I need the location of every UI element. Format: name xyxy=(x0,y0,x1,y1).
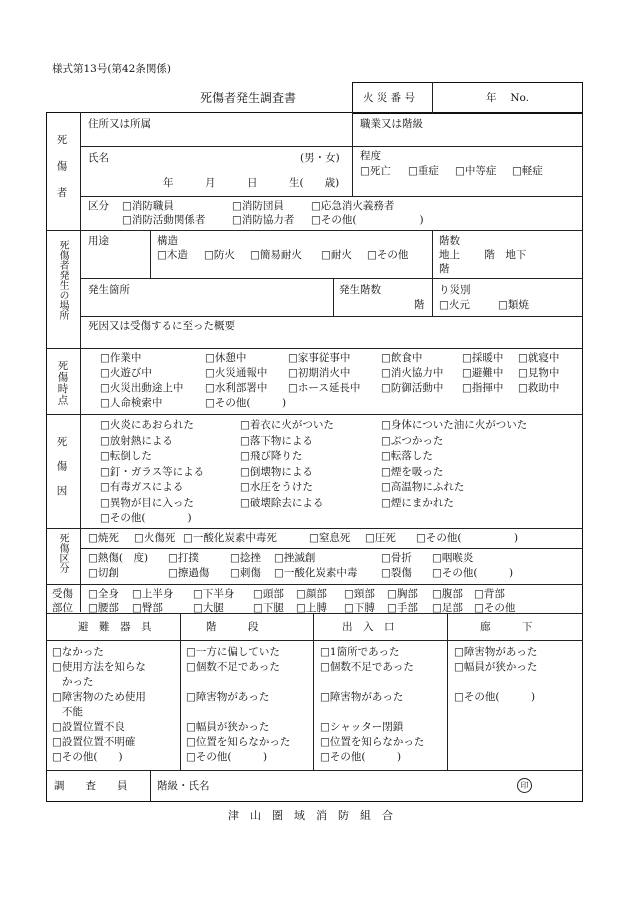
death-type-option: □窒息死 xyxy=(309,532,351,544)
fire-type-label: り災別 xyxy=(439,284,471,296)
body-part-option: □背部 xyxy=(474,588,505,600)
body-part-option: □上膊 xyxy=(296,602,327,614)
floors-label: 階数 xyxy=(439,235,460,247)
evac-tool-option: かった xyxy=(62,676,94,688)
body-part-option: □大腿 xyxy=(193,602,224,614)
exit-option: □障害物があった xyxy=(320,691,404,703)
injury-option: □咽喉炎 xyxy=(432,552,474,564)
timing-option: □防御活動中 xyxy=(381,382,444,394)
degree-moderate: □中等症 xyxy=(455,165,497,177)
fire-type-item: □火元 xyxy=(439,299,470,311)
cause-option: □有毒ガスによる xyxy=(100,481,184,493)
factor-header: 廊 下 xyxy=(480,621,533,633)
fire-type-item: □類焼 xyxy=(498,299,529,311)
factor-header: 階 段 xyxy=(206,621,259,633)
timing-option: □見物中 xyxy=(518,367,560,379)
injury-option: □捻挫 xyxy=(230,552,261,564)
structure-item: □簡易耐火 xyxy=(250,249,302,261)
body-part-option: □下半身 xyxy=(193,588,235,600)
injury-option: □骨折 xyxy=(381,552,412,564)
body-part-option: □全身 xyxy=(88,588,119,600)
cause-option: □落下物による xyxy=(240,434,313,447)
timing-option: □水利部署中 xyxy=(205,382,268,394)
cause-option: □身体についた油に火がついた xyxy=(381,419,528,431)
injury-option: □その他( ) xyxy=(432,567,514,579)
evac-tool-option: □設置位置不明確 xyxy=(52,736,136,748)
category-item: □消防協力者 xyxy=(232,214,295,226)
timing-option: □消火協力中 xyxy=(381,367,444,379)
structure-item: □耐火 xyxy=(321,249,352,261)
timing-option: □採暖中 xyxy=(462,352,504,364)
footer-org: 津 山 圏 域 消 防 組 合 xyxy=(228,809,393,822)
exit-option: □個数不足であった xyxy=(320,661,414,673)
timing-option: □休憩中 xyxy=(205,352,247,364)
body-part-option: □臀部 xyxy=(132,602,163,614)
body-part-option: □下腿 xyxy=(253,602,284,614)
cause-option: □高温物にふれた xyxy=(381,481,465,493)
victim-side-label: 死傷者 xyxy=(55,134,68,214)
timing-option: □火災出動途上中 xyxy=(100,382,184,394)
body-part-option: □腰部 xyxy=(88,602,119,614)
exit-option: □1箇所であった xyxy=(320,646,400,658)
evac-tool-option: □その他( ) xyxy=(52,751,123,763)
occupation-label: 職業又は階級 xyxy=(360,118,423,130)
category-item: □消防職員 xyxy=(122,200,174,212)
body-part-option: □胸部 xyxy=(387,588,418,600)
bodypart-side-2: 部位 xyxy=(52,602,73,614)
cause-option: □釘・ガラス等による xyxy=(100,465,205,478)
evac-tool-option: □障害物のため使用 xyxy=(52,691,146,703)
death-type-option: □その他( ) xyxy=(416,532,519,544)
cause-option: □飛び降りた xyxy=(240,450,303,462)
timing-option: □火災通報中 xyxy=(205,367,268,379)
death-type-option: □焼死 xyxy=(88,532,119,544)
cause-option: □水圧をうけた xyxy=(240,481,313,493)
timing-side-label: 死傷時点 xyxy=(56,360,69,406)
structure-item: □防火 xyxy=(204,249,235,261)
cause-option: □着衣に火がついた xyxy=(240,419,334,431)
body-part-option: □腹部 xyxy=(432,588,463,600)
degree-light: □軽症 xyxy=(512,165,543,177)
category-item: □消防活動関係者 xyxy=(122,214,206,226)
degree-death: □死亡 xyxy=(360,165,391,177)
cause-option: □転落した xyxy=(381,450,433,462)
body-part-option: □手部 xyxy=(387,602,418,614)
stairs-option: □その他( ) xyxy=(186,751,268,763)
timing-option: □飲食中 xyxy=(381,352,423,364)
injury-option: □擦過傷 xyxy=(168,567,210,579)
cause-option: □その他( ) xyxy=(100,512,192,524)
bodypart-side-1: 受傷 xyxy=(52,588,73,600)
factor-header: 避 難 器 具 xyxy=(78,621,152,633)
cause-option: □破壊除去による xyxy=(240,496,324,509)
timing-option: □就寝中 xyxy=(518,352,560,364)
cause-option: □火炎にあおられた xyxy=(100,419,194,431)
address-label: 住所又は所属 xyxy=(88,118,151,130)
injury-option: □裂傷 xyxy=(381,567,412,579)
injury-option: □切創 xyxy=(88,567,119,579)
evac-tool-option: □なかった xyxy=(52,646,104,658)
stairs-option: □幅員が狭かった xyxy=(186,721,270,733)
stairs-option: □一方に偏していた xyxy=(186,646,280,658)
body-part-option: □その他 xyxy=(474,602,516,614)
category-label: 区分 xyxy=(88,200,109,212)
cause-option: □煙を吸った xyxy=(381,465,444,478)
body-part-option: □頸部 xyxy=(344,588,375,600)
timing-option: □初期消火中 xyxy=(288,367,351,379)
cause-option: □放射熱による xyxy=(100,434,173,447)
floor-unit: 階 xyxy=(414,299,425,311)
usage-label: 用途 xyxy=(88,235,109,247)
timing-option: □火遊び中 xyxy=(100,367,152,379)
structure-label: 構造 xyxy=(157,235,178,247)
corridor-option: □幅員が狭かった xyxy=(454,661,538,673)
cause-summary-label: 死因又は受傷するに至った概要 xyxy=(88,320,235,332)
location-side-label: 死傷者発生の場所 xyxy=(57,240,68,320)
seal-mark: 印 xyxy=(517,778,532,793)
cause-option: □煙にまかれた xyxy=(381,496,454,509)
body-part-option: □頭部 xyxy=(253,588,284,600)
timing-option: □作業中 xyxy=(100,352,142,364)
degree-severe: □重症 xyxy=(408,165,439,177)
floor-label: 発生階数 xyxy=(339,284,381,296)
body-part-option: □足部 xyxy=(432,602,463,614)
body-part-option: □下膊 xyxy=(344,602,375,614)
corridor-option: □その他( ) xyxy=(454,691,536,703)
injury-option: □打撲 xyxy=(168,552,199,564)
injury-option: □刺傷 xyxy=(230,567,261,579)
degree-label: 程度 xyxy=(360,150,381,162)
cause-side-label: 死傷因 xyxy=(55,436,68,510)
timing-option: □家事従事中 xyxy=(288,352,351,364)
name-label: 氏名 xyxy=(88,152,109,164)
form-title: 死傷者発生調査書 xyxy=(200,91,297,105)
category-item: □応急消火義務者 xyxy=(311,200,395,212)
cause-option: □ぶつかった xyxy=(381,434,444,447)
body-part-option: □顔部 xyxy=(296,588,327,600)
cause-option: □転倒した xyxy=(100,450,152,462)
exit-option: □シャッター閉鎖 xyxy=(320,721,404,733)
evac-tool-option: □設置位置不良 xyxy=(52,721,125,733)
category-item: □消防団員 xyxy=(232,200,284,212)
timing-option: □その他( ) xyxy=(205,397,287,409)
timing-option: □避難中 xyxy=(462,367,504,379)
evac-tool-option: 不能 xyxy=(62,706,83,718)
floors-unit: 階 xyxy=(439,263,450,275)
timing-option: □ホース延長中 xyxy=(288,382,361,394)
gender: (男・女) xyxy=(300,152,340,164)
form-number: 様式第13号(第42条関係) xyxy=(52,63,171,75)
stairs-option: □個数不足であった xyxy=(186,661,280,673)
birth-date: 年 月 日 生( 歳) xyxy=(163,177,340,189)
structure-item: □その他 xyxy=(367,249,409,261)
type-side-label: 死傷区分 xyxy=(57,533,68,573)
evac-tool-option: □使用方法を知らな xyxy=(52,661,146,673)
timing-option: □人命検索中 xyxy=(100,397,163,409)
floors-line: 地上 階 地下 xyxy=(439,249,527,261)
death-type-option: □火傷死 xyxy=(134,532,176,544)
injury-option: □挫滅創 xyxy=(274,552,316,564)
timing-option: □指揮中 xyxy=(462,382,504,394)
year-number: 年 No. xyxy=(486,92,529,104)
fire-number-label: 火 災 番 号 xyxy=(363,92,416,104)
injury-option: □熱傷( 度) xyxy=(88,552,149,564)
body-part-option: □上半身 xyxy=(132,588,174,600)
rank-name-label: 階級・氏名 xyxy=(157,780,210,792)
injury-option: □一酸化炭素中毒 xyxy=(274,567,358,579)
stairs-option: □位置を知らなかった xyxy=(186,736,291,748)
timing-option: □救助中 xyxy=(518,382,560,394)
exit-option: □位置を知らなかった xyxy=(320,736,425,748)
category-item: □その他( ) xyxy=(311,214,424,226)
stairs-option: □障害物があった xyxy=(186,691,270,703)
factor-header: 出 入 口 xyxy=(342,621,395,633)
cause-option: □異物が目に入った xyxy=(100,496,194,509)
death-type-option: □圧死 xyxy=(365,532,396,544)
structure-item: □木造 xyxy=(157,249,188,261)
corridor-option: □障害物があった xyxy=(454,646,538,658)
inspector-label: 調 査 員 xyxy=(54,780,128,792)
cause-option: □倒壊物による xyxy=(240,465,313,478)
place-label: 発生箇所 xyxy=(88,284,130,296)
exit-option: □その他( ) xyxy=(320,751,402,763)
death-type-option: □一酸化炭素中毒死 xyxy=(183,532,277,544)
